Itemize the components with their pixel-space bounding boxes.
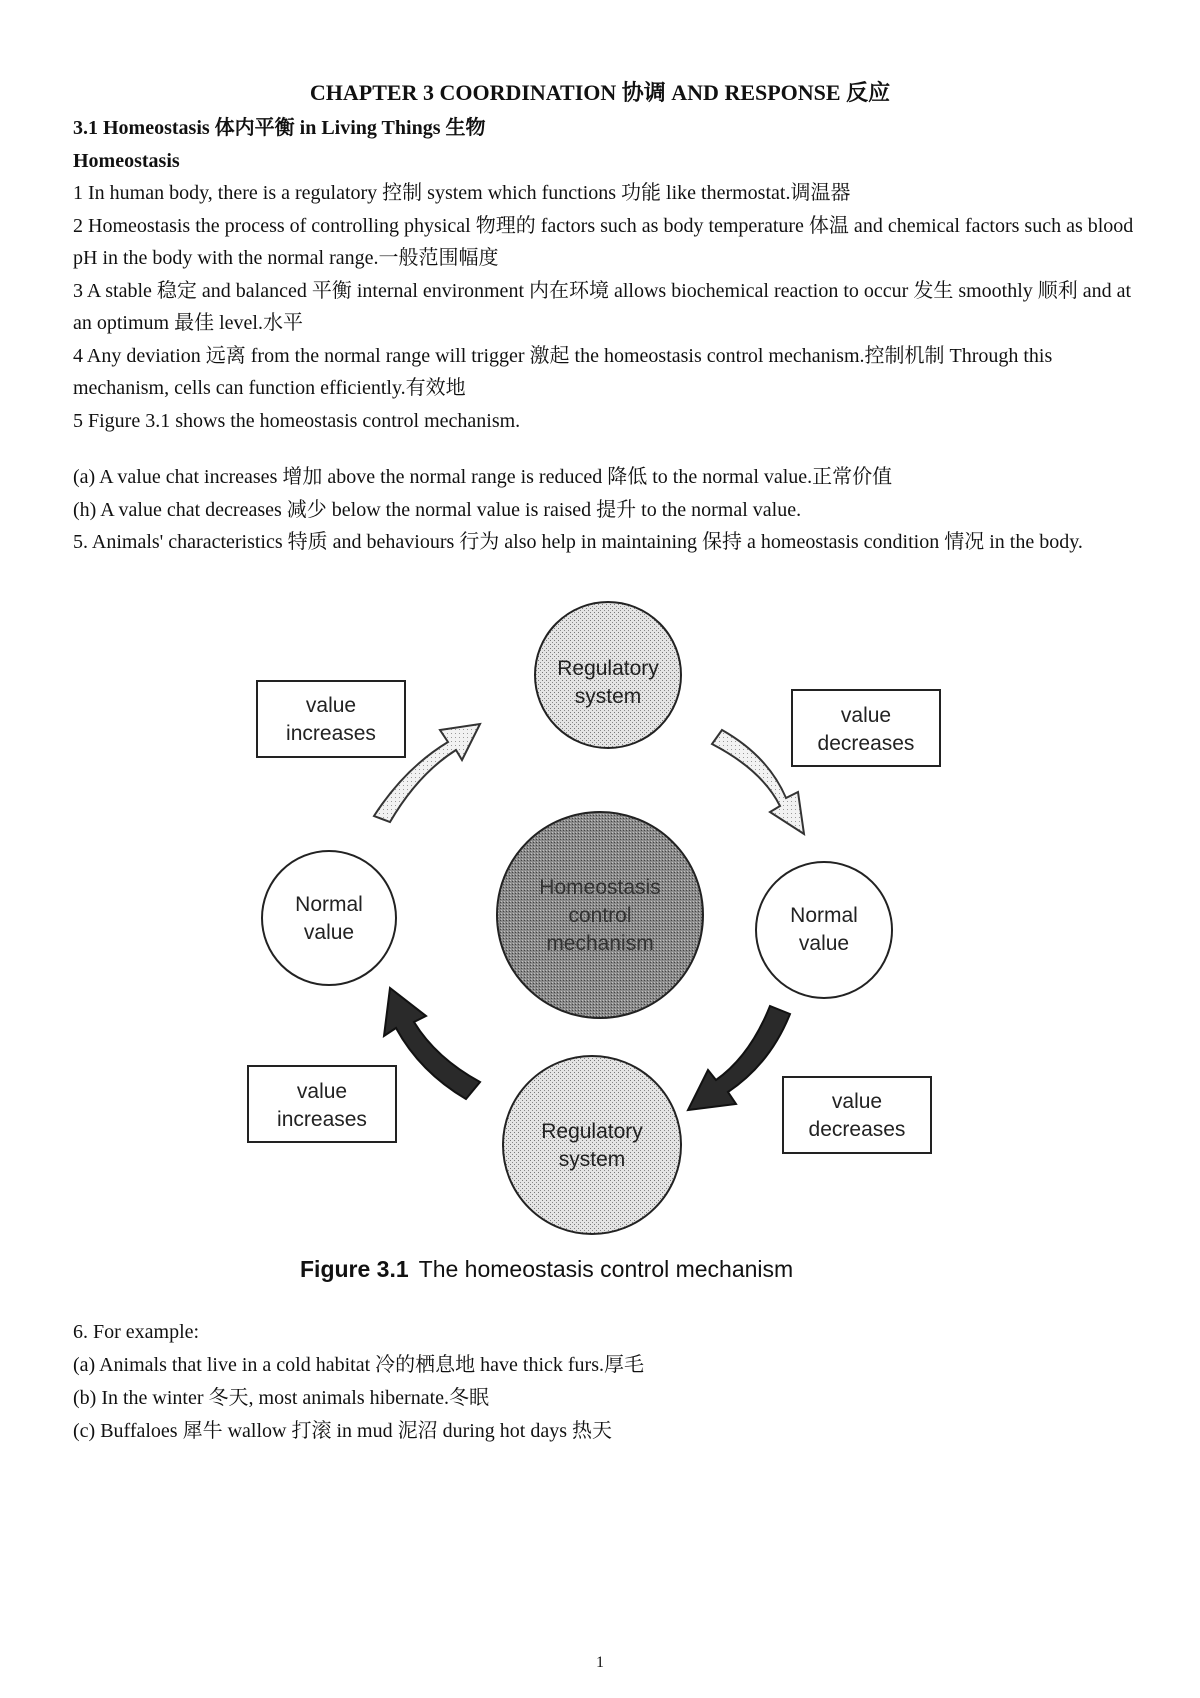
point-5b: 5. Animals' characteristics 特质 and behaviours 行为 also help in maintaining 保持 a homeostasis condition 情况 in the body. — [73, 531, 1083, 553]
svg-text:Normal: Normal — [790, 904, 858, 927]
svg-text:value: value — [831, 1090, 883, 1113]
svg-text:value: value — [305, 694, 357, 717]
subpoint-a: (a) A value chat increases 增加 above the normal range is reduced 降低 to the normal value.正常价值 — [73, 466, 893, 488]
point-1: 1 In human body, there is a regulatory 控制 system which functions 功能 like thermostat.调温器 — [73, 182, 851, 204]
svg-text:increases: increases — [277, 1108, 367, 1131]
point-2: 2 Homeostasis the process of controlling physical 物理的 factors such as body temperature 体温 and chemical factors such as blood pH in the body with the normal range.一般范围幅度 — [73, 214, 1134, 269]
regulatory-system-bottom — [503, 1056, 681, 1234]
point-5: 5 Figure 3.1 shows the homeostasis control mechanism. — [73, 409, 521, 432]
value-increases-box-top — [257, 681, 405, 757]
svg-text:increases: increases — [286, 722, 376, 745]
svg-text:value: value — [303, 921, 355, 944]
normal-value-left — [262, 851, 396, 985]
point-4: 4 Any deviation 远离 from the normal range will trigger 激起 the homeostasis control mechanism.控制机制 Through this mechanism, cells can function efficiently.有效地 — [73, 344, 1053, 399]
section-heading: 3.1 Homeostasis 体内平衡 in Living Things 生物 — [73, 117, 486, 139]
svg-text:Regulatory: Regulatory — [541, 1120, 643, 1143]
svg-text:value: value — [798, 932, 850, 955]
regulatory-system-top — [535, 602, 681, 748]
value-increases-box-bottom — [248, 1066, 396, 1142]
figure-caption-text: The homeostasis control mechanism — [418, 1256, 794, 1282]
normal-value-right — [756, 862, 892, 998]
arrow-up-left-icon — [384, 988, 480, 1099]
example-b: (b) In the winter 冬天, most animals hibernate.冬眠 — [73, 1387, 490, 1409]
svg-text:decreases: decreases — [817, 732, 915, 755]
examples-list — [73, 1316, 1148, 1448]
example-a: (a) Animals that live in a cold habitat 冷的栖息地 have thick furs.厚毛 — [73, 1354, 644, 1376]
homeostasis-control-mechanism — [497, 812, 703, 1018]
intro-text — [73, 112, 1148, 559]
svg-text:system: system — [558, 1148, 626, 1171]
figure-caption — [300, 1256, 793, 1283]
example-intro: 6. For example: — [73, 1321, 200, 1343]
figure-label: Figure 3.1 — [300, 1256, 409, 1282]
svg-text:value: value — [840, 704, 892, 727]
chapter-title: CHAPTER 3 COORDINATION 协调 AND RESPONSE 反应 — [309, 80, 891, 105]
svg-text:Homeostasis: Homeostasis — [539, 876, 661, 899]
arrow-down-right-icon — [712, 730, 804, 834]
value-decreases-box-top — [792, 690, 940, 766]
arrow-down-left-icon — [688, 1006, 790, 1110]
svg-text:decreases: decreases — [808, 1118, 906, 1141]
svg-text:value: value — [296, 1080, 348, 1103]
value-decreases-box-bottom — [783, 1077, 931, 1153]
svg-text:system: system — [574, 685, 642, 708]
svg-text:mechanism: mechanism — [546, 932, 654, 955]
homeostasis-diagram — [230, 596, 970, 1296]
page-number: 1 — [596, 1654, 604, 1671]
svg-text:control: control — [568, 904, 632, 927]
svg-text:Normal: Normal — [295, 893, 363, 916]
example-c: (c) Buffaloes 犀牛 wallow 打滚 in mud 泥沼 during hot days 热天 — [73, 1420, 613, 1442]
point-3: 3 A stable 稳定 and balanced 平衡 internal environment 内在环境 allows biochemical reaction to occur 发生 smoothly 顺利 and at an optimum 最佳 level.水平 — [73, 279, 1132, 334]
subpoint-h: (h) A value chat decreases 减少 below the normal value is raised 提升 to the normal value. — [73, 498, 802, 521]
svg-text:Regulatory: Regulatory — [557, 657, 659, 680]
subheading: Homeostasis — [73, 149, 180, 172]
